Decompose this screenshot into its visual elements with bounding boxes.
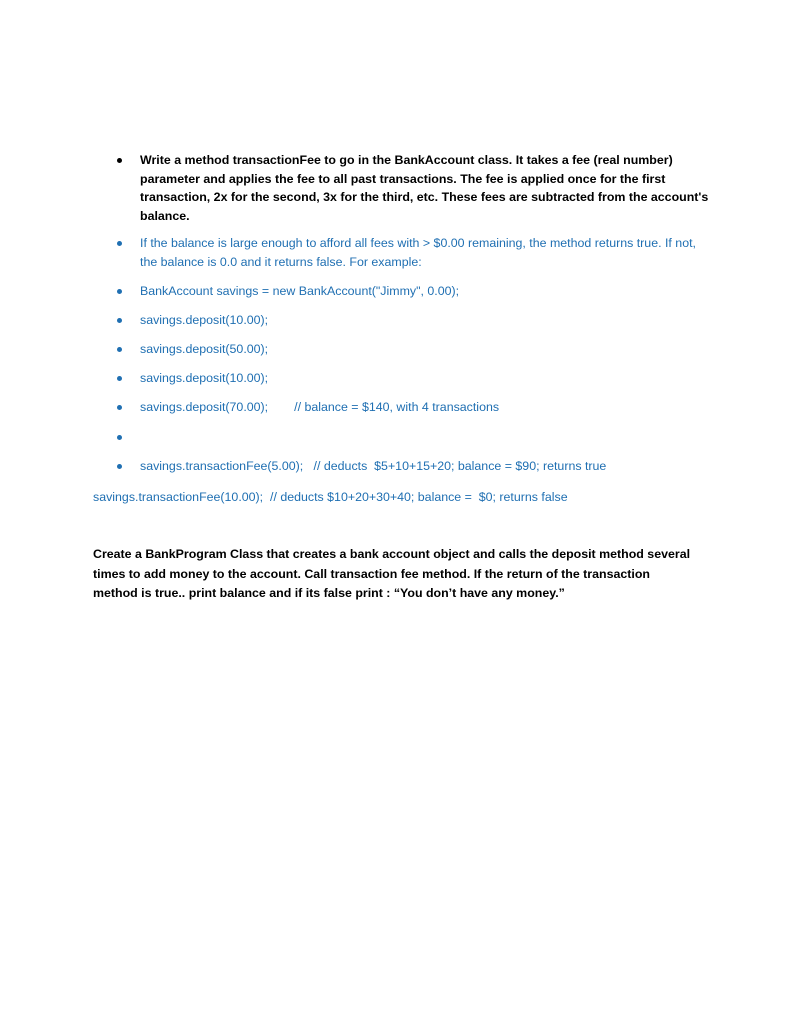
code-line: savings.deposit(50.00);	[140, 342, 269, 357]
assignment-paragraph: Create a BankProgram Class that creates a bank account object and calls the deposit method several times to add money to the account. Call transaction fee method. If the return of the transaction method is true.. print balance and if its false print : “You don’t have any money.”	[93, 547, 691, 600]
bullet-dot-icon	[117, 158, 122, 163]
code-line: BankAccount savings = new BankAccount("Jimmy", 0.00);	[140, 284, 460, 299]
bullet-dot-icon	[117, 289, 122, 294]
bullet-dot-icon	[117, 376, 122, 381]
bullet-dot-icon	[117, 435, 122, 440]
code-line-unbulleted: savings.transactionFee(10.00); // deducts $10+20+30+40; balance = $0; returns false	[93, 490, 568, 504]
bullet-dot-icon	[117, 318, 122, 323]
code-line: savings.deposit(10.00);	[140, 313, 269, 328]
bullet-list	[112, 151, 712, 486]
task-description: Write a method transactionFee to go in the BankAccount class. It takes a fee (real number) parameter and applies the fee to all past transactions. The fee is applied once for the first transaction, 2x for the second, 3x for the third, etc. These fees are subtracted from the account's balance.	[140, 153, 709, 223]
bullet-dot-icon	[117, 241, 122, 246]
bullet-dot-icon	[117, 464, 122, 469]
bullet-dot-icon	[117, 347, 122, 352]
list-item	[112, 311, 712, 330]
list-item	[112, 398, 712, 417]
bullet-dot-icon	[117, 405, 122, 410]
list-item	[112, 457, 712, 476]
code-comment: // balance = $140, with 4 transactions	[294, 400, 500, 415]
return-condition-text: If the balance is large enough to afford all fees with > $0.00 remaining, the method returns true. If not, the balance is 0.0 and it returns false. For example:	[140, 236, 696, 269]
list-item-empty	[112, 428, 712, 447]
code-line: savings.deposit(70.00);	[140, 400, 269, 415]
list-item	[112, 282, 712, 301]
list-item	[112, 369, 712, 388]
list-item	[112, 151, 712, 225]
list-item	[112, 340, 712, 359]
code-line: savings.deposit(10.00);	[140, 371, 269, 386]
list-item	[112, 234, 712, 271]
code-line: savings.transactionFee(5.00); // deducts $5+10+15+20; balance = $90; returns true	[140, 458, 607, 473]
